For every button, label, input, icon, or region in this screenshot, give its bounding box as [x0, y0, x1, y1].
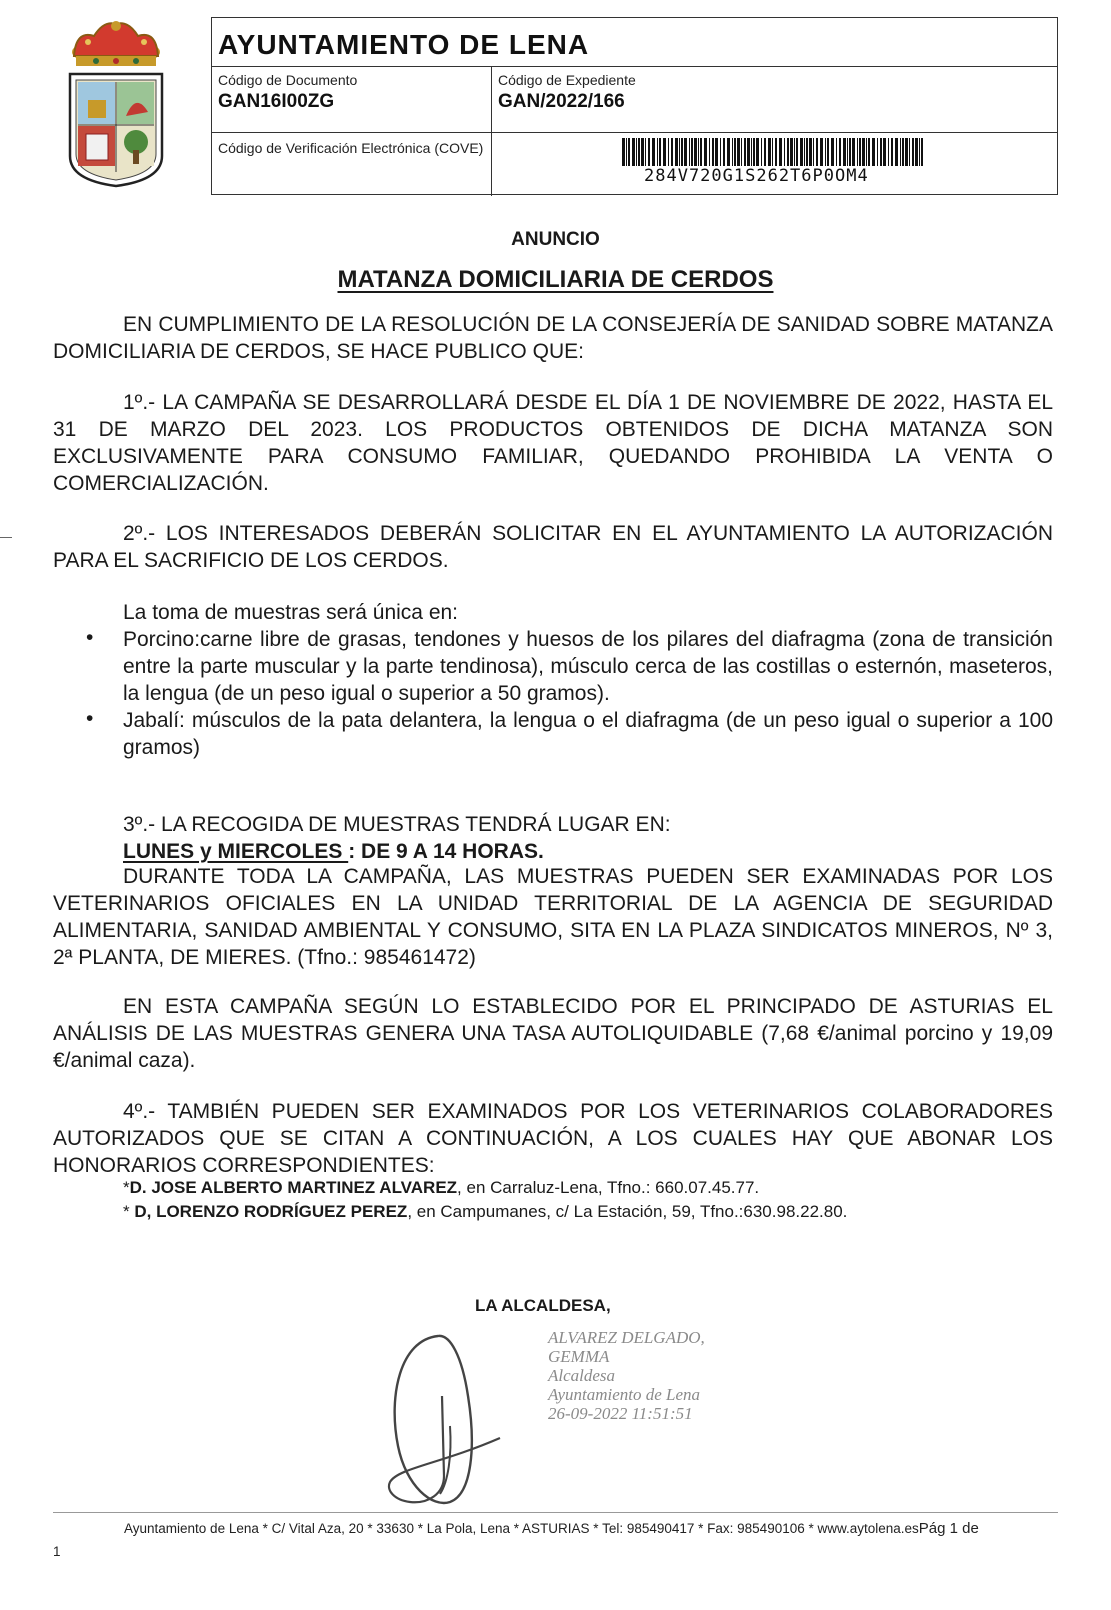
header-codes-row — [212, 66, 1057, 133]
municipal-crest-logo — [66, 16, 166, 188]
paragraph-2-text: 2º.- LOS INTERESADOS DEBERÁN SOLICITAR EN EL AYUNTAMIENTO LA AUTORIZACIÓN PARA EL SACRIFICIO DE LOS CERDOS. — [53, 522, 1053, 572]
handwritten-signature — [380, 1326, 510, 1516]
bullet-marker: • — [86, 707, 94, 730]
signature-line: 26-09-2022 11:51:51 — [548, 1404, 693, 1423]
bullet-item-jabali: Jabalí: músculos de la pata delantera, la lengua o el diafragma (de un peso igual o superior a 100 gramos) — [123, 709, 1053, 759]
intro-paragraph — [53, 311, 1053, 365]
barcode-image — [622, 138, 932, 166]
cove-code: 284V720G1S262T6P0OM4 — [644, 166, 869, 186]
page-title — [0, 266, 1111, 294]
signature-line: Ayuntamiento de Lena — [548, 1385, 701, 1404]
announcement-kicker: ANUNCIO — [511, 229, 600, 250]
file-code-label: Código de Expediente — [498, 72, 636, 88]
vet-item — [123, 1200, 847, 1224]
paragraph-3-heading-text: 3º.- LA RECOGIDA DE MUESTRAS TENDRÁ LUGAR EN: — [123, 813, 671, 836]
org-name: AYUNTAMIENTO DE LENA — [218, 29, 590, 60]
samples-intro — [53, 599, 1053, 626]
signature-line: GEMMA — [548, 1347, 610, 1366]
paragraph-1-text: 1º.- LA CAMPAÑA SE DESARROLLARÁ DESDE EL DÍA 1 DE NOVIEMBRE DE 2022, HASTA EL 31 DE MARZO DEL 2023. LOS PRODUCTOS OBTENIDOS DE DICHA MATANZA SON EXCLUSIVAMENTE PARA CONSUMO FAMILIAR, QUEDANDO PROHIBIDA LA VENTA O COMERCIALIZACIÓN. — [53, 391, 1053, 495]
page-number-prefix: Pág 1 de — [918, 1520, 979, 1537]
vet-item — [123, 1176, 759, 1200]
cove-label: Código de Verificación Electrónica (COVE) — [218, 140, 484, 156]
fee-paragraph — [53, 993, 1053, 1074]
signature-line: ALVAREZ DELGADO, — [548, 1328, 705, 1347]
paragraph-3-text: DURANTE TODA LA CAMPAÑA, LAS MUESTRAS PUEDEN SER EXAMINADAS POR LOS VETERINARIOS OFICIALES EN LA UNIDAD TERRITORIAL DE LA AGENCIA DE SEGURIDAD ALIMENTARIA, SANIDAD AMBIENTAL Y CONSUMO, SITA EN LA PLAZA SINDICATOS MINEROS, Nº 3, 2ª PLANTA, DE MIERES. (Tfno.: 985461472) — [53, 865, 1053, 969]
vet-details: , en Campumanes, c/ La Estación, 59, Tfno.:630.98.22.80. — [407, 1202, 848, 1221]
signature-stamp — [548, 1328, 705, 1423]
paragraph-3-heading — [53, 811, 1053, 838]
collection-days: LUNES y MIERCOLES — [123, 840, 349, 863]
paragraph-4 — [53, 1098, 1053, 1179]
page-number-total: 1 — [53, 1544, 61, 1559]
vet-prefix: * — [123, 1178, 130, 1197]
vet-name: D. JOSE ALBERTO MARTINEZ ALVAREZ — [129, 1178, 458, 1197]
page-footer — [124, 1520, 979, 1537]
footer-divider — [53, 1512, 1058, 1513]
vet-prefix: * — [123, 1202, 135, 1221]
paragraph-1 — [53, 389, 1053, 497]
footer-address: Ayuntamiento de Lena * C/ Vital Aza, 20 * 33630 * La Pola, Lena * ASTURIAS * Tel: 985490417 * Fax: 985490106 * www.aytolena.es — [124, 1521, 919, 1536]
intro-text: EN CUMPLIMIENTO DE LA RESOLUCIÓN DE LA CONSEJERÍA DE SANIDAD SOBRE MATANZA DOMICILIARIA DE CERDOS, SE HACE PUBLICO QUE: — [53, 313, 1053, 363]
doc-code-value: GAN16I00ZG — [218, 91, 335, 112]
paragraph-4-text: 4º.- TAMBIÉN PUEDEN SER EXAMINADOS POR LOS VETERINARIOS COLABORADORES AUTORIZADOS QUE SE CITAN A CONTINUACIÓN, A LOS CUALES HAY QUE ABONAR LOS HONORARIOS CORRESPONDIENTES: — [53, 1100, 1053, 1177]
bullet-marker: • — [86, 626, 94, 649]
vet-name: D, LORENZO RODRÍGUEZ PEREZ — [134, 1202, 408, 1221]
vet-details: , en Carraluz-Lena, Tfno.: 660.07.45.77. — [457, 1178, 760, 1197]
collection-schedule — [53, 838, 1053, 865]
collection-hours: : DE 9 A 14 HORAS. — [348, 840, 544, 863]
file-code-value: GAN/2022/166 — [498, 91, 625, 112]
signature-line: Alcaldesa — [548, 1366, 616, 1385]
document-header-table — [211, 17, 1058, 195]
header-cove-row — [212, 132, 1057, 196]
paragraph-3-body — [53, 863, 1053, 971]
doc-code-label: Código de Documento — [218, 72, 358, 88]
samples-intro-text: La toma de muestras será única en: — [123, 601, 459, 624]
header-org-row — [212, 18, 1057, 67]
paragraph-2 — [53, 520, 1053, 574]
margin-mark — [0, 537, 12, 538]
page-title-text: MATANZA DOMICILIARIA DE CERDOS — [337, 266, 774, 293]
bullet-item-porcino: Porcino:carne libre de grasas, tendones y huesos de los pilares del diafragma (zona de transición entre la parte muscular y la parte tendinosa), músculo cerca de las costillas o esternón, maseteros, la lengua (de un peso igual o superior a 50 gramos). — [123, 628, 1053, 705]
fee-text: EN ESTA CAMPAÑA SEGÚN LO ESTABLECIDO POR EL PRINCIPADO DE ASTURIAS EL ANÁLISIS DE LAS MUESTRAS GENERA UNA TASA AUTOLIQUIDABLE (7,68 €/animal porcino y 19,09 €/animal caza). — [53, 995, 1053, 1072]
signatory-title: LA ALCALDESA, — [475, 1296, 611, 1315]
